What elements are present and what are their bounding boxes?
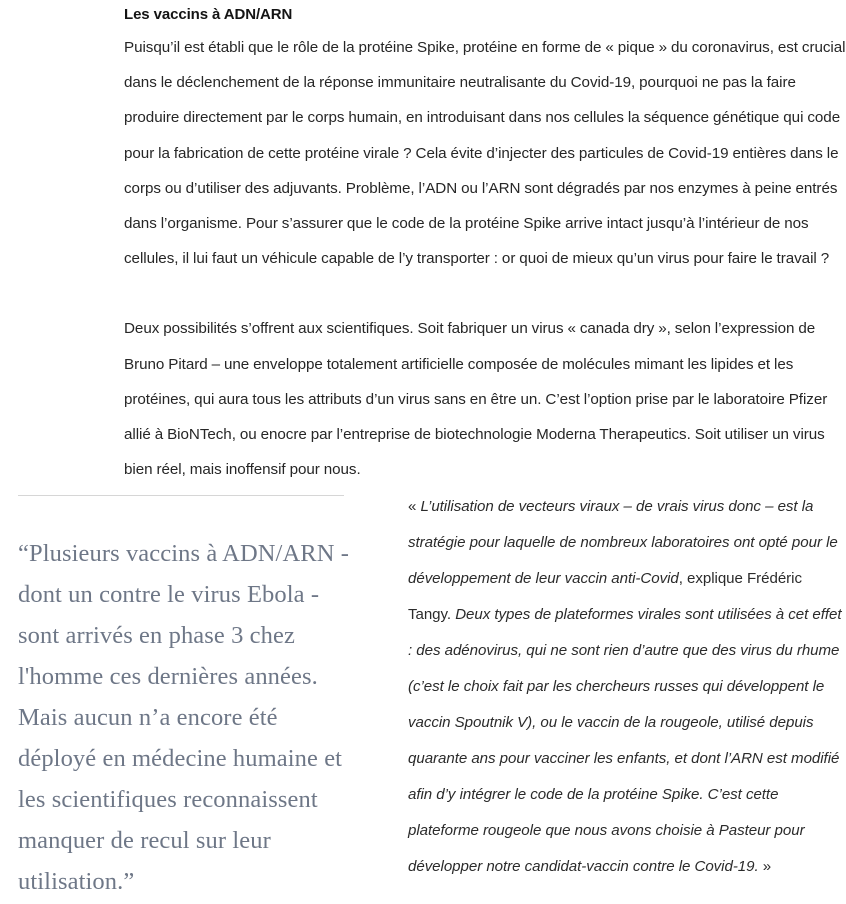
body-paragraph-1: Puisqu’il est établi que le rôle de la protéine Spike, protéine en forme de « pique » du coronavirus, est crucial dans le déclenchement de la réponse immunitaire neutralisante du Covid-19, pourquoi ne pas la faire produire directement par le corps humain, en introduisant dans nos cellules la séquence génétique qui code pour la fabrication de cette protéine virale ? Cela évite d’injecter des particules de Covid-19 entières dans le corps ou d’utiliser des adjuvants. Problème, l’ADN ou l’ARN sont dégradés par nos enzymes à peine entrés dans l’organisme. Pour s’assurer que le code de la protéine Spike arrive intact jusqu’à l’intérieur de nos cellules, il lui faut un véhicule capable de l’y transporter : or quoi de mieux qu’un virus pour faire le travail ? [124, 39, 846, 268]
quote-open-guillemet: « [408, 498, 421, 515]
interview-quote [408, 489, 846, 885]
section-heading: Les vaccins à ADN/ARN [124, 6, 293, 23]
pullquote-block [18, 484, 349, 895]
pullquote: “Plusieurs vaccins à ADN/ARN - dont un contre le virus Ebola - sont arrivés en phase 3 chez l'homme ces dernières années. Mais aucun n’a encore été déployé en médecine humaine et les scientifiques reconnaissent manquer de recul sur leur utilisation.” [18, 540, 349, 895]
main-text-column [124, 0, 846, 487]
quote-close-guillemet: » [758, 858, 772, 875]
body-paragraph-2: Deux possibilités s’offrent aux scientifiques. Soit fabriquer un virus « canada dry », selon l’expression de Bruno Pitard – une enveloppe totalement artificielle composée de molécules mimant les lipides et les protéines, qui aura tous les attributs d’un virus sans en être un. C’est l’option prise par le laboratoire Pfizer allié à BioNTech, ou enocre par l’entreprise de biotechnologie Moderna Therapeutics. Soit utiliser un virus bien réel, mais inoffensif pour nous. [124, 320, 828, 479]
quote-italic-part-1: L’utilisation de vecteurs viraux – de vrais virus donc – est la stratégie pour laquelle de nombreux laboratoires ont opté pour le développement de leur vaccin anti-Covid [408, 498, 838, 587]
interview-quote-block [408, 489, 846, 885]
quote-italic-part-2: Deux types de plateformes virales sont utilisées à cet effet : des adénovirus, qui ne sont rien d’autre que des virus du rhume (c’est le choix fait par les chercheurs russes qui développent le vaccin Spoutnik V), ou le vaccin de la rougeole, utilisé depuis quarante ans pour vacciner les enfants, et dont l’ARN est modifié afin d’y intégrer le code de la protéine Spike. C’est cette plateforme rougeole que nous avons choisie à Pasteur pour développer notre candidat-vaccin contre le Covid-19. [408, 606, 842, 875]
lower-two-column-region [0, 484, 846, 904]
quote-attribution: , explique Frédéric Tangy. [408, 570, 802, 623]
pullquote-divider [18, 495, 344, 496]
paragraph-spacer [124, 276, 846, 311]
